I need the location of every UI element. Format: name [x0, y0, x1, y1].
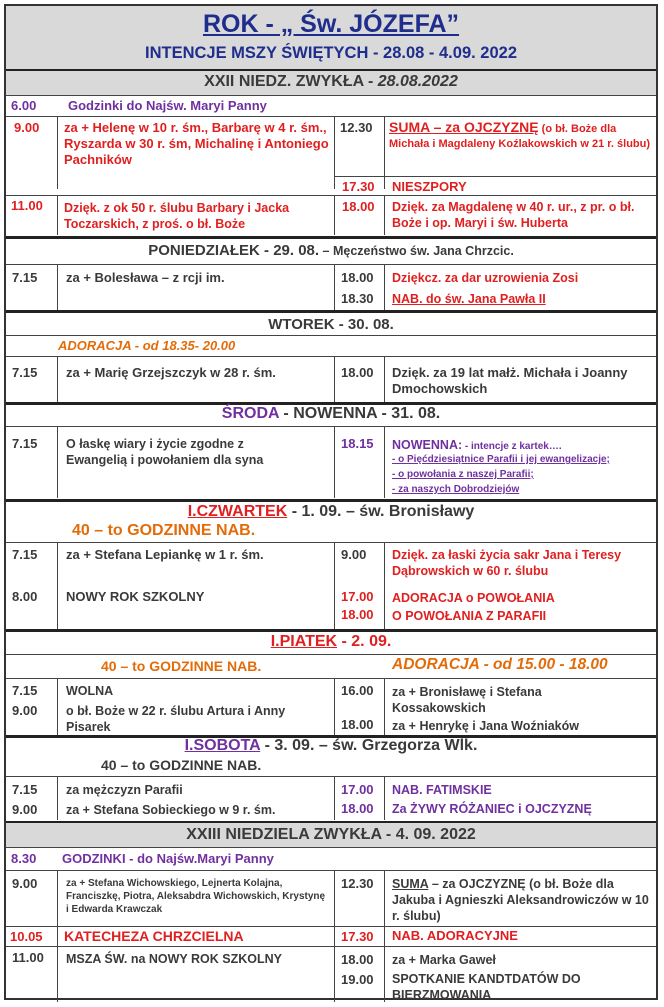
page-title: ROK - „ Św. JÓZEFA”	[202, 10, 460, 38]
thursday-day: I.CZWARTEK	[187, 503, 288, 520]
divider	[334, 426, 335, 498]
divider	[6, 426, 656, 427]
mass-intention: Dziękcz. za dar uzrowienia Zosi	[392, 271, 579, 285]
divider	[6, 310, 656, 313]
nab-note: 40 – to GODZINNE NAB.	[101, 658, 262, 674]
mass-intention: NAB. do św. Jana Pawła II	[392, 292, 546, 306]
divider	[334, 776, 335, 820]
nowenna-item: - za naszych Dobrodziejów	[392, 484, 520, 495]
suma-detail: – za OJCZYZNĘ (o bł. Boże dla Jakuba i Agnieszki Aleksandrowiczów w 10 r. ślubu)	[392, 877, 649, 923]
divider	[334, 870, 335, 1002]
godzinki-time: 8.30	[11, 851, 37, 866]
divider	[6, 236, 656, 239]
mass-time: 7.15	[12, 547, 38, 562]
mass-intention: za + Stefana Sobieckiego w 9 r. śm.	[66, 803, 276, 817]
mass-intention: za + Bolesława – z rcji im.	[66, 270, 225, 285]
divider	[6, 946, 656, 947]
nieszpory-text: NIESZPORY	[392, 179, 467, 194]
divider	[57, 678, 58, 735]
suma-label: SUMA	[392, 877, 429, 891]
divider	[6, 870, 656, 871]
mass-time: 9.00	[12, 703, 38, 718]
divider	[6, 116, 656, 117]
adoracja-note: ADORACJA - od 18.35- 20.00	[58, 338, 236, 353]
divider	[6, 776, 656, 777]
godzinki-text: GODZINKI - do Najśw.Maryi Panny	[62, 851, 274, 866]
mass-time: 18.00	[341, 365, 374, 380]
suma-detail: (o bł. Boże dla Michała i Magdaleny Koźlakowskich w 21 r. ślubu)	[389, 123, 651, 150]
divider	[57, 264, 58, 310]
divider	[334, 678, 335, 735]
divider	[6, 926, 656, 927]
mass-intention: Dzięk. za Magdalenę w 40 r. ur., z pr. o bł. Boże i op. Maryi i św. Huberta	[392, 200, 635, 230]
nowenna-note: - intencje z kartek….	[462, 441, 562, 452]
mass-time: 17.00	[341, 589, 374, 604]
mass-intention: za + Marię Grzejszczyk w 28 r. śm.	[66, 365, 276, 380]
nowenna-header	[392, 436, 562, 454]
mass-intention: za + Stefana Wichowskiego, Lejnerta Kolajna, Franciszkę, Piotra, Aleksabdra Wichowskich, Krystynę i Edwarda Krawczak	[66, 878, 326, 915]
divider	[384, 356, 385, 402]
wednesday-rest: - NOWENNA - 31. 08.	[278, 405, 441, 422]
divider	[384, 678, 385, 735]
mass-time: 9.00	[14, 120, 40, 135]
divider	[6, 847, 656, 848]
divider	[334, 542, 335, 629]
divider	[57, 870, 58, 1002]
friday-rest: - 2. 09.	[337, 633, 392, 650]
divider	[334, 264, 335, 310]
sunday2-heading: XXIII NIEDZIELA ZWYKŁA - 4. 09. 2022	[186, 826, 476, 843]
nowenna-item: - o powołania z naszej Parafii;	[392, 469, 534, 480]
divider	[57, 117, 58, 189]
mass-time: 7.15	[12, 782, 38, 797]
divider	[334, 117, 335, 189]
sunday1-heading	[6, 73, 656, 91]
divider	[6, 542, 656, 543]
mass-time: 18.00	[341, 952, 374, 967]
mass-time: 7.15	[12, 683, 38, 698]
mass-time: 18.00	[342, 199, 375, 214]
divider	[334, 195, 335, 235]
mass-time: 19.00	[341, 972, 374, 987]
divider	[334, 176, 656, 177]
mass-intention: Za ŻYWY RÓŻANIEC i OJCZYZNĘ	[392, 802, 592, 816]
saturday-day: I.SOBOTA	[184, 737, 261, 754]
tuesday-heading: WTOREK - 30. 08.	[268, 316, 394, 333]
divider	[384, 426, 385, 498]
divider	[384, 264, 385, 310]
mass-intention: WOLNA	[66, 684, 114, 698]
adoracja-note: ADORACJA - od 15.00 - 18.00	[392, 656, 608, 673]
suma-intention	[392, 876, 656, 924]
monday-heading	[6, 242, 656, 259]
mass-time: 18.00	[341, 717, 374, 732]
mass-time: 18.00	[341, 801, 374, 816]
nowenna-label: NOWENNA:	[392, 438, 463, 452]
suma-intention	[389, 120, 653, 152]
mass-intention: Dzięk. za łaski życia sakr Jana i Teresy Dąbrowskich w 60 r. ślubu	[392, 548, 622, 578]
suma-label: SUMA – za OJCZYZNĘ	[389, 119, 539, 135]
divider	[384, 117, 385, 189]
divider	[6, 499, 656, 502]
mass-time: 7.15	[12, 436, 38, 451]
divider	[57, 195, 58, 235]
mass-intention: za + Helenę w 10 r. śm., Barbarę w 4 r. śm., Ryszarda w 30 r. śm, Michalinę i Antoniego Pachników	[64, 120, 329, 167]
divider	[334, 356, 335, 402]
saturday-heading	[6, 737, 656, 755]
mass-time: 11.00	[11, 198, 43, 213]
divider	[6, 356, 656, 357]
thursday-heading	[6, 503, 656, 521]
mass-time: 8.00	[12, 589, 38, 604]
mass-intention: O POWOŁANIA Z PARAFII	[392, 609, 547, 623]
friday-heading	[6, 633, 656, 651]
mass-intention: SPOTKANIE KANDTDATÓW DO BIERZMOWANIA	[392, 972, 581, 1002]
divider	[6, 264, 656, 265]
mass-time: 12.30	[340, 120, 373, 135]
sunday1-heading-text: XXII NIEDZ. ZWYKŁA -	[204, 73, 378, 90]
mass-time: 7.15	[12, 365, 38, 380]
divider	[384, 776, 385, 820]
divider	[57, 542, 58, 629]
mass-time: 9.00	[12, 802, 38, 817]
mass-time: 9.00	[12, 876, 38, 891]
mass-time: 10.05	[10, 929, 43, 944]
mass-time: 17.30	[342, 179, 375, 194]
divider	[6, 195, 656, 196]
page-subtitle: INTENCJE MSZY ŚWIĘTYCH - 28.08 - 4.09. 2022	[145, 44, 517, 62]
nab-note: 40 – to GODZINNE NAB.	[101, 757, 262, 773]
divider	[384, 542, 385, 629]
katecheza-text: KATECHEZA CHRZCIELNA	[64, 928, 244, 944]
mass-time: 12.30	[341, 876, 374, 891]
divider	[6, 678, 656, 679]
mass-intention: NOWY ROK SZKOLNY	[66, 589, 205, 604]
mass-intention: O łaskę wiary i życie zgodne z Ewangelią i powołaniem dla syna	[66, 437, 264, 467]
mass-time: 7.15	[12, 270, 38, 285]
mass-time: 18.00	[341, 270, 374, 285]
thursday-rest: - 1. 09. – św. Bronisławy	[287, 503, 475, 520]
mass-intention: o bł. Boże w 22 r. ślubu Artura i Anny Pisarek	[66, 704, 286, 734]
divider	[384, 195, 385, 235]
divider	[6, 95, 656, 96]
mass-intention: za + Henrykę i Jana Woźniaków	[392, 719, 579, 733]
nowenna-item: - o Pięćdziesiątnice Parafii i jej ewangelizacje;	[392, 454, 610, 465]
mass-intention: za + Marka Gaweł	[392, 953, 496, 967]
mass-intention: ADORACJA o POWOŁANIA	[392, 591, 555, 605]
mass-time: 16.00	[341, 683, 374, 698]
wednesday-heading	[6, 405, 656, 423]
divider	[57, 776, 58, 820]
mass-intention: Dzięk. za 19 lat małż. Michała i Joanny Dmochowskich	[392, 365, 628, 396]
mass-intention: Dzięk. z ok 50 r. ślubu Barbary i Jacka Toczarskich, z proś. o bł. Boże	[64, 201, 290, 231]
mass-time: 9.00	[341, 547, 367, 562]
friday-day: I.PIATEK	[270, 633, 338, 650]
mass-schedule	[4, 4, 658, 1000]
wednesday-day: ŚRODA	[221, 405, 279, 422]
godzinki-time: 6.00	[11, 98, 37, 113]
divider	[6, 335, 656, 336]
godzinki-text: Godzinki do Najśw. Maryi Panny	[68, 98, 267, 113]
divider	[57, 356, 58, 402]
sunday1-heading-date: 28.08.2022	[377, 73, 458, 90]
mass-intention: NAB. FATIMSKIE	[392, 783, 492, 797]
mass-time: 18.00	[341, 607, 374, 622]
divider	[57, 426, 58, 498]
mass-intention: za + Stefana Lepiankę w 1 r. śm.	[66, 547, 264, 562]
monday-heading-feast: – Męczeństwo św. Jana Chrzcic.	[319, 244, 514, 258]
saturday-rest: - 3. 09. – św. Grzegorza Wlk.	[260, 737, 478, 754]
nab-note: 40 – to GODZINNE NAB.	[72, 522, 256, 539]
mass-intention: za + Bronisławę i Stefana Kossakowskich	[392, 685, 542, 715]
mass-intention: za mężczyzn Parafii	[66, 783, 183, 797]
mass-time: 17.00	[341, 782, 374, 797]
mass-intention: NAB. ADORACYJNE	[392, 928, 518, 943]
mass-time: 18.15	[341, 436, 374, 451]
mass-time: 18.30	[341, 291, 374, 306]
monday-heading-date: PONIEDZIAŁEK - 29. 08.	[148, 242, 320, 259]
mass-intention: MSZA ŚW. na NOWY ROK SZKOLNY	[66, 952, 282, 966]
mass-time: 11.00	[12, 950, 44, 965]
divider	[384, 870, 385, 1002]
divider	[6, 629, 656, 632]
mass-time: 17.30	[341, 929, 374, 944]
divider	[6, 654, 656, 655]
